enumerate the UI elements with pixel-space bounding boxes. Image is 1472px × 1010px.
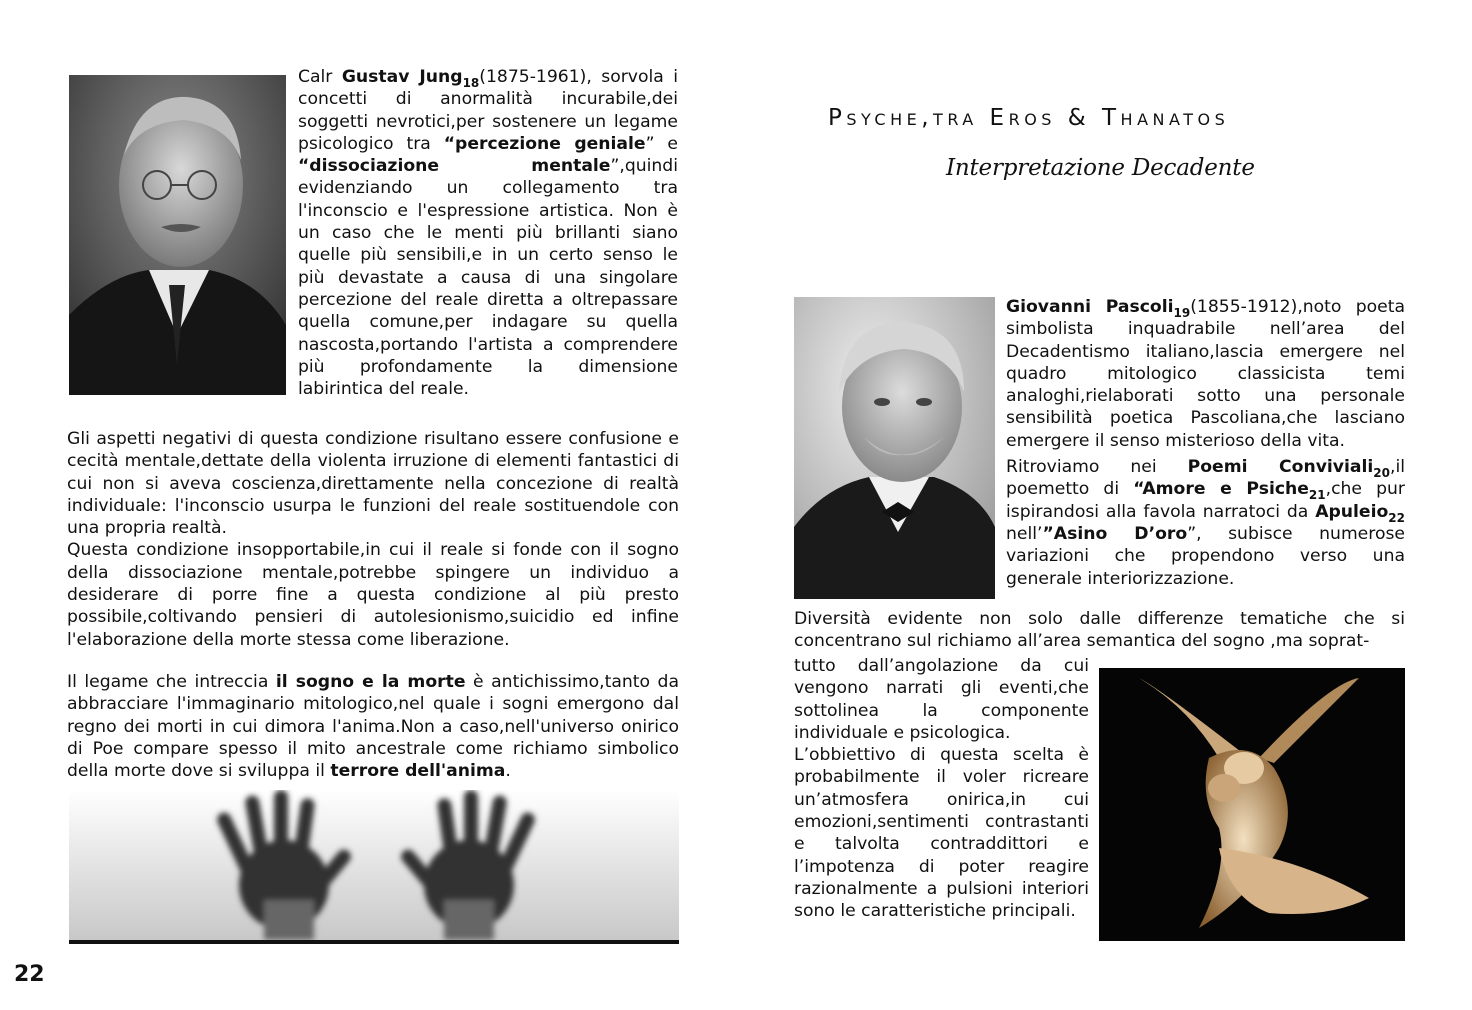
page-subtitle: Interpretazione Decadente [946, 155, 1255, 181]
cupid-psyche-statue-image [1099, 668, 1405, 941]
paragraph: Gli aspetti negativi di questa condizione risultano essere confusione e cecità mentale,dettate della violenta irruzione di elementi fantastici di cui non si aveva coscienza,direttamente nella concezione di realtà individuale: l'inconscio usurpa le funzioni del reale sostituendole con una propria realtà. [67, 429, 679, 539]
divider-rule [69, 940, 679, 944]
right-column-text [794, 655, 1089, 923]
pascoli-paragraph: Giovanni Pascoli$_{19}$(1855-1912),noto poeta simbolista inquadrabile nell’area del Decadentismo italiano,lascia emergere nel quadro mitologico classicista temi analoghi,rielaborati sotto una personale sensibilità poetica Pascoliana,che lasciano emergere il senso misterioso della vita. Ritroviamo nei Poemi Conviviali$_{20}$,il poemetto di “Amore e Psiche$_{21}$,che pur ispirandosi alla favola narratoci da Apuleio$_{22}$ nell’”Asino D’oro”, subisce numerose variazioni che propendono verso una generale interiorizzazione. [1006, 297, 1405, 589]
jung-paragraph: Calr Gustav Jung$_{18}$(1875-1961), sorvola i concetti di anormalità incurabile,dei soggetti nevrotici,per sostenere un legame psicologico tra “percezione geniale” e “dissociazione mentale”,quindi evidenziando un collegamento tra l'inconscio e l'espressione artistica. Non è un caso che le menti più brillanti siano quelle più sensibili,e in un certo senso le più devastate a causa di una singolare percezione del reale diretta a oltrepassare quella comune,per indagare su quella nascosta,portando l'artista a comprendere più profondamente la dimensione labirintica del reale. [298, 67, 679, 400]
page-number: 22 [14, 962, 45, 987]
paragraph: Questa condizione insopportabile,in cui il reale si fonde con il sogno della dissociazione mentale,potrebbe spingere un individuo a desiderare di porre fine a questa condizione al più presto possibile,coltivando pensieri di autolesionismo,suicidio ed infine l'elaborazione della morte stessa come liberazione. [67, 540, 679, 650]
footnote-ref: 19 [1173, 306, 1191, 320]
paragraph: Il legame che intreccia il sogno e la morte è antichissimo,tanto da abbracciare l'immaginario mitologico,nel quale i sogni emergono dal regno dei morti in cui dimora l'anima.Non a caso,nell'universo onirico di Poe compare spesso il mito ancestrale come richiamo simbolico della morte dove si sviluppa il terrore dell'anima. [67, 671, 679, 782]
jung-name: Gustav Jung [341, 67, 463, 87]
paragraph: L’obbiettivo di questa scelta è probabilmente il voler ricreare un’atmosfera onirica,in cui emozioni,sentimenti contrastanti e talvolta contraddittori e l’impotenza di poter reagire razionalmente a pulsioni interiori sono le caratteristiche principali. [794, 745, 1089, 922]
left-body-text [67, 428, 679, 782]
page-title: Psyche,tra Eros & Thanatos [828, 105, 1230, 131]
jung-portrait-image [69, 75, 286, 395]
hands-image [69, 790, 679, 940]
pascoli-name: Giovanni Pascoli [1006, 297, 1174, 317]
pascoli-portrait-image [794, 297, 995, 599]
right-fullwidth-paragraph: Diversità evidente non solo dalle differenze tematiche che si concentrano sul richiamo all’area semantica del sogno ,ma soprat- [794, 609, 1405, 652]
paragraph: tutto dall’angolazione da cui vengono narrati gli eventi,che sottolinea la componente individuale e psicologica. [794, 656, 1089, 743]
footnote-ref: 18 [462, 76, 480, 90]
